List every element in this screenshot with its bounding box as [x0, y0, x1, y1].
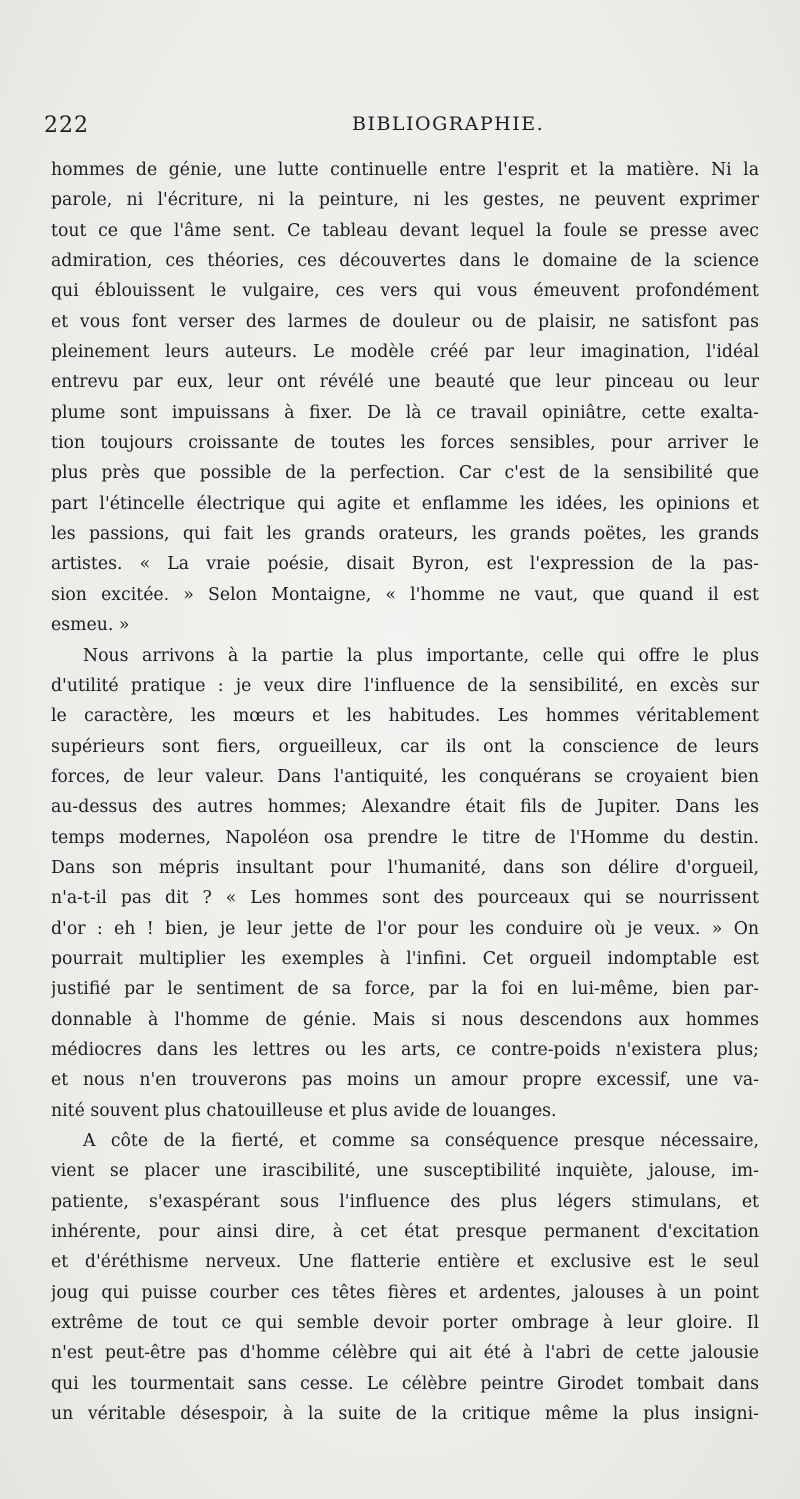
- text-line: et d'éréthisme nerveux. Une flatterie entière et exclusive est le seul: [51, 1252, 759, 1273]
- text-line: plume sont impuissans à fixer. De là ce travail opiniâtre, cette exalta-: [51, 402, 759, 423]
- text-line: tion toujours croissante de toutes les forces sensibles, pour arriver le: [51, 433, 759, 454]
- text-line: nité souvent plus chatouilleuse et plus avide de louanges.: [51, 1100, 557, 1121]
- text-line: n'a-t-il pas dit ? « Les hommes sont des pourceaux qui se nourrissent: [51, 888, 759, 909]
- text-line: pourrait multiplier les exemples à l'infini. Cet orgueil indomptable est: [51, 948, 759, 969]
- text-line: Dans son mépris insultant pour l'humanité, dans son délire d'orgueil,: [51, 857, 759, 878]
- text-line: Nous arrivons à la partie la plus importante, celle qui offre le plus: [83, 645, 759, 666]
- text-line: plus près que possible de la perfection. Car c'est de la sensibilité que: [51, 463, 759, 484]
- text-line: hommes de génie, une lutte continuelle entre l'esprit et la matière. Ni la: [51, 160, 759, 180]
- text-line: d'or : eh ! bien, je leur jette de l'or pour les conduire où je veux. » On: [51, 918, 759, 939]
- text-line: esmeu. »: [51, 615, 130, 636]
- text-line: d'utilité pratique : je veux dire l'influence de la sensibilité, en excès sur: [51, 675, 759, 696]
- text-line: pleinement leurs auteurs. Le modèle créé par leur imagination, l'idéal: [51, 342, 759, 363]
- text-line: entrevu par eux, leur ont révélé une beauté que leur pinceau ou leur: [51, 372, 759, 393]
- text-line: le caractère, les mœurs et les habitudes. Les hommes véritablement: [51, 706, 759, 727]
- text-line: et nous n'en trouverons pas moins un amour propre excessif, une va-: [51, 1070, 759, 1091]
- text-line: parole, ni l'écriture, ni la peinture, ni les gestes, ne peuvent exprimer: [51, 190, 759, 211]
- running-title: BIBLIOGRAPHIE.: [352, 113, 545, 135]
- text-line: joug qui puisse courber ces têtes fières et ardentes, jalouses à un point: [51, 1282, 759, 1303]
- text-line: justifié par le sentiment de sa force, par la foi en lui-même, bien par-: [51, 979, 759, 1000]
- text-line: sion excitée. » Selon Montaigne, « l'homme ne vaut, que quand il est: [51, 584, 759, 605]
- text-line: part l'étincelle électrique qui agite et enflamme les idées, les opinions et: [51, 493, 759, 514]
- text-line: médiocres dans les lettres ou les arts, ce contre-poids n'existera plus;: [51, 1039, 759, 1060]
- text-line: inhérente, pour ainsi dire, à cet état presque permanent d'excitation: [51, 1222, 759, 1243]
- page-number: 222: [44, 113, 89, 138]
- text-line: admiration, ces théories, ces découvertes dans le domaine de la science: [51, 251, 759, 272]
- text-line: artistes. « La vraie poésie, disait Byron, est l'expression de la pas-: [51, 554, 759, 575]
- text-line: tout ce que l'âme sent. Ce tableau devant lequel la foule se presse avec: [51, 220, 759, 241]
- text-line: forces, de leur valeur. Dans l'antiquité, les conquérans se croyaient bien: [51, 766, 759, 787]
- text-line: et vous font verser des larmes de douleur ou de plaisir, ne satisfont pas: [51, 311, 759, 332]
- text-line: vient se placer une irascibilité, une susceptibilité inquiète, jalouse, im-: [51, 1161, 759, 1182]
- text-line: un véritable désespoir, à la suite de la critique même la plus insigni-: [51, 1404, 759, 1425]
- text-line: patiente, s'exaspérant sous l'influence des plus légers stimulans, et: [51, 1191, 759, 1212]
- text-line: qui les tourmentait sans cesse. Le célèbre peintre Girodet tombait dans: [51, 1373, 759, 1394]
- text-line: donnable à l'homme de génie. Mais si nous descendons aux hommes: [51, 1009, 759, 1030]
- text-line: au-dessus des autres hommes; Alexandre était fils de Jupiter. Dans les: [51, 797, 759, 818]
- text-line: extrême de tout ce qui semble devoir porter ombrage à leur gloire. Il: [51, 1313, 759, 1334]
- text-line: supérieurs sont fiers, orgueilleux, car ils ont la conscience de leurs: [51, 736, 759, 757]
- text-line: les passions, qui fait les grands orateurs, les grands poëtes, les grands: [51, 524, 759, 545]
- text-line: A côte de la fierté, et comme sa conséquence presque nécessaire,: [83, 1131, 759, 1151]
- body-text: [51, 155, 759, 1429]
- text-line: temps modernes, Napoléon osa prendre le titre de l'Homme du destin.: [51, 827, 759, 848]
- running-header: [40, 113, 758, 143]
- text-line: qui éblouissent le vulgaire, ces vers qui vous émeuvent profondément: [51, 281, 759, 302]
- text-line: n'est peut-être pas d'homme célèbre qui ait été à l'abri de cette jalousie: [51, 1343, 759, 1364]
